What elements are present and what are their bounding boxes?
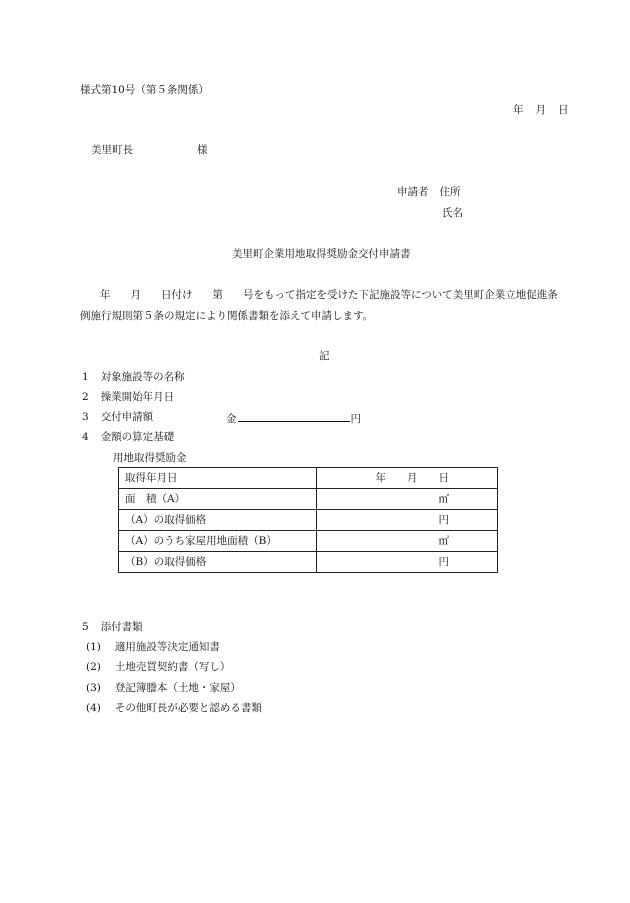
document-title: 美里町企業用地取得奨励金交付申請書 xyxy=(232,248,411,260)
amount-suffix: 円 xyxy=(350,413,361,425)
attachment-label: 登記簿謄本（土地・家屋） xyxy=(114,682,241,694)
item-label: 交付申請額 xyxy=(100,411,154,423)
row-label: （A）の取得価格 xyxy=(119,510,317,531)
attachment-label: 土地売買契約書（写し） xyxy=(114,661,231,673)
row-value: 円 xyxy=(317,552,498,573)
application-amount xyxy=(226,410,361,426)
date-month: 月 xyxy=(535,104,546,116)
attachment-number: (4) xyxy=(86,702,101,714)
body-line-1 xyxy=(100,288,558,302)
attachments-heading xyxy=(82,620,143,634)
attachment-3 xyxy=(86,681,241,695)
item-label: 対象施設等の名称 xyxy=(100,371,185,383)
table-row xyxy=(119,510,498,531)
date-day: 日 xyxy=(558,104,569,116)
body-date-suffix: 日付け xyxy=(161,289,193,301)
addressee-name: 美里町長 xyxy=(91,144,133,156)
attachment-number: (1) xyxy=(86,641,101,653)
amount-blank-line xyxy=(238,410,350,422)
address-label: 住所 xyxy=(439,186,461,198)
row-label: 取得年月日 xyxy=(119,468,317,489)
table-row xyxy=(119,468,498,489)
attachment-number: (3) xyxy=(86,682,101,694)
row-label: （B）の取得価格 xyxy=(119,552,317,573)
applicant-name-label: 氏名 xyxy=(442,207,463,219)
body-line-2: 例施行規則第５条の規定により関係書類を添えて申請します。 xyxy=(80,310,374,322)
body-dai: 第 xyxy=(212,289,223,301)
item-number: 4 xyxy=(82,431,89,443)
applicant-label: 申請者 xyxy=(397,186,429,198)
item-label: 添付書類 xyxy=(100,621,143,633)
attachment-number: (2) xyxy=(86,661,101,673)
item-number: 1 xyxy=(82,371,89,383)
attachment-1 xyxy=(86,640,220,654)
item-4 xyxy=(82,430,174,444)
item-number: 2 xyxy=(82,391,89,403)
item-2 xyxy=(82,390,174,404)
body-line-1-rest: 号をもって指定を受けた下記施設等について美里町企業立地促進条 xyxy=(243,289,558,301)
body-year: 年 xyxy=(100,289,111,301)
item-number: 5 xyxy=(82,621,89,633)
row-label: （A）のうち家屋用地面積（B） xyxy=(119,531,317,552)
item-1 xyxy=(82,370,185,384)
table-caption: 用地取得奨励金 xyxy=(113,452,187,464)
row-label: 面 積（A） xyxy=(119,489,317,510)
table-row xyxy=(119,531,498,552)
attachment-label: その他町長が必要と認める書類 xyxy=(114,702,262,714)
ki-heading: 記 xyxy=(319,350,330,362)
row-value: ㎡ xyxy=(317,531,498,552)
submission-date xyxy=(513,103,569,117)
addressee-honorific: 様 xyxy=(197,144,208,156)
item-label: 操業開始年月日 xyxy=(100,391,175,403)
amount-prefix: 金 xyxy=(226,413,237,425)
row-value: 年 月 日 xyxy=(317,468,498,489)
table-row xyxy=(119,489,498,510)
row-value: 円 xyxy=(317,510,498,531)
attachment-2 xyxy=(86,660,230,674)
item-3 xyxy=(82,410,153,424)
addressee xyxy=(91,143,208,157)
row-value: ㎡ xyxy=(317,489,498,510)
attachment-4 xyxy=(86,701,262,715)
calculation-table xyxy=(118,467,498,573)
item-number: 3 xyxy=(82,411,89,423)
form-number: 様式第10号（第５条関係） xyxy=(80,84,209,96)
table-row xyxy=(119,552,498,573)
attachment-label: 適用施設等決定通知書 xyxy=(114,641,220,653)
item-label: 金額の算定基礎 xyxy=(100,431,175,443)
date-year: 年 xyxy=(513,104,524,116)
body-month: 月 xyxy=(130,289,141,301)
applicant-address xyxy=(397,185,461,199)
